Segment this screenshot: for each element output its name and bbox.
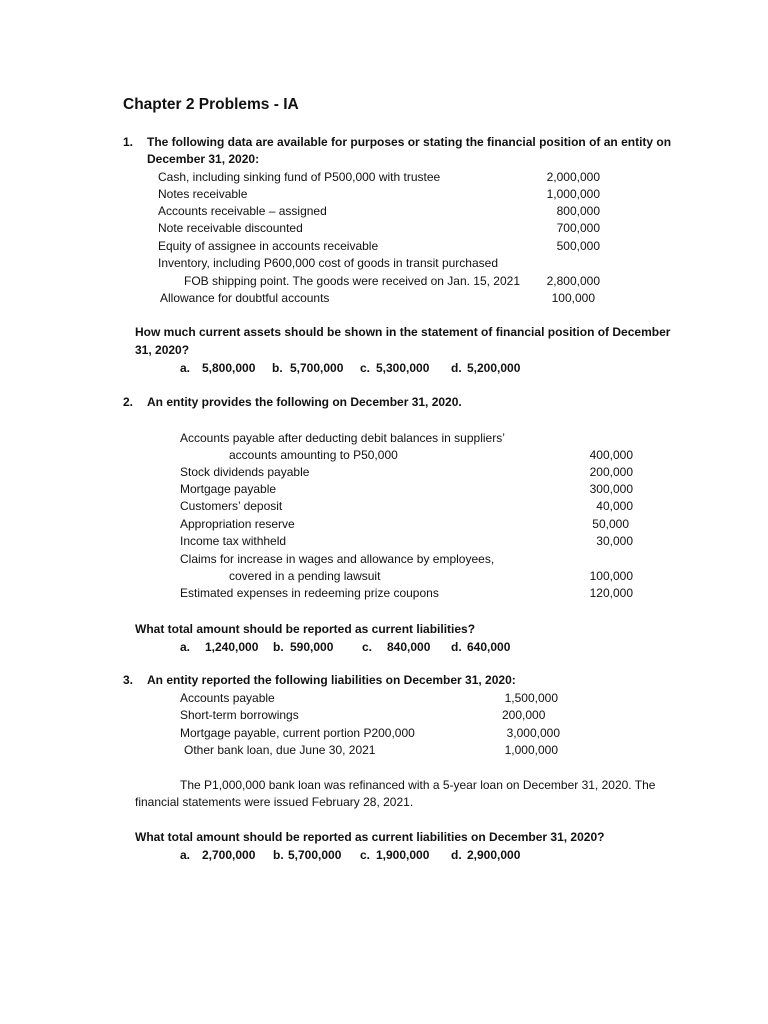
item-label: Note receivable discounted xyxy=(158,221,303,235)
item-amount: 100,000 xyxy=(551,291,595,305)
item-label: Claims for increase in wages and allowance by employees, xyxy=(180,552,495,566)
choice-letter: c. xyxy=(360,361,371,375)
choice-letter: a. xyxy=(180,361,191,375)
choice-letter: a. xyxy=(180,640,191,654)
choice-value: 590,000 xyxy=(290,640,334,654)
choice-letter: d. xyxy=(451,640,462,654)
choice-value: 5,800,000 xyxy=(202,361,256,375)
choice-letter: d. xyxy=(451,848,462,862)
item-label: Accounts payable after deducting debit balances in suppliers’ xyxy=(180,431,505,445)
item-label: Notes receivable xyxy=(158,187,248,201)
item-amount: 700,000 xyxy=(556,221,600,235)
choice-letter: b. xyxy=(273,848,284,862)
problem-intro: An entity provides the following on December 31, 2020. xyxy=(147,395,462,409)
page-title: Chapter 2 Problems - IA xyxy=(123,96,299,113)
item-amount: 500,000 xyxy=(556,239,600,253)
choice-value: 840,000 xyxy=(387,640,431,654)
choice-value: 1,900,000 xyxy=(376,848,430,862)
choice-letter: d. xyxy=(451,361,462,375)
question-text: 31, 2020? xyxy=(135,343,190,357)
item-amount: 100,000 xyxy=(589,569,633,583)
choice-value: 5,300,000 xyxy=(376,361,430,375)
item-amount: 30,000 xyxy=(596,534,633,548)
question-text: What total amount should be reported as current liabilities on December 31, 2020? xyxy=(135,830,605,844)
choice-letter: b. xyxy=(273,640,284,654)
item-amount: 2,800,000 xyxy=(546,274,600,288)
item-amount: 50,000 xyxy=(592,517,629,531)
item-label: Estimated expenses in redeeming prize coupons xyxy=(180,586,439,600)
item-label: Other bank loan, due June 30, 2021 xyxy=(184,743,376,757)
choice-value: 5,200,000 xyxy=(467,361,521,375)
item-amount: 1,000,000 xyxy=(504,743,558,757)
item-label: Mortgage payable xyxy=(180,482,277,496)
note-text: financial statements were issued February 28, 2021. xyxy=(135,795,414,809)
item-amount: 800,000 xyxy=(556,204,600,218)
item-label: Short-term borrowings xyxy=(180,708,299,722)
problem-intro: An entity reported the following liabilities on December 31, 2020: xyxy=(147,673,516,687)
item-label: Appropriation reserve xyxy=(180,517,295,531)
item-label: Accounts receivable – assigned xyxy=(158,204,327,218)
item-amount: 300,000 xyxy=(589,482,633,496)
problem-intro: December 31, 2020: xyxy=(147,152,260,166)
problem-number: 3. xyxy=(123,673,134,687)
item-amount: 400,000 xyxy=(589,448,633,462)
item-label: FOB shipping point. The goods were received on Jan. 15, 2021 xyxy=(184,274,520,288)
choice-value: 1,240,000 xyxy=(205,640,259,654)
choice-letter: b. xyxy=(272,361,283,375)
choice-letter: a. xyxy=(180,848,191,862)
item-label: Cash, including sinking fund of P500,000 with trustee xyxy=(158,170,441,184)
item-amount: 120,000 xyxy=(589,586,633,600)
item-label: Mortgage payable, current portion P200,000 xyxy=(180,726,415,740)
item-label: Allowance for doubtful accounts xyxy=(160,291,330,305)
item-amount: 1,500,000 xyxy=(504,691,558,705)
question-text: What total amount should be reported as current liabilities? xyxy=(135,622,476,636)
choice-letter: c. xyxy=(360,848,371,862)
item-label: Customers’ deposit xyxy=(180,499,283,513)
question-text: How much current assets should be shown in the statement of financial position of December xyxy=(135,325,671,339)
choice-value: 2,700,000 xyxy=(202,848,256,862)
choice-value: 5,700,000 xyxy=(290,361,344,375)
problem-number: 1. xyxy=(123,135,134,149)
choice-value: 2,900,000 xyxy=(467,848,521,862)
problem-intro: The following data are available for purposes or stating the financial position of an entity on xyxy=(147,135,672,149)
item-label: Income tax withheld xyxy=(180,534,287,548)
item-amount: 200,000 xyxy=(502,708,546,722)
note-text: The P1,000,000 bank loan was refinanced with a 5-year loan on December 31, 2020. The xyxy=(180,778,656,792)
item-amount: 40,000 xyxy=(596,499,633,513)
choice-letter: c. xyxy=(362,640,373,654)
item-amount: 2,000,000 xyxy=(546,170,600,184)
choice-value: 5,700,000 xyxy=(288,848,342,862)
item-label: Accounts payable xyxy=(180,691,275,705)
item-amount: 3,000,000 xyxy=(506,726,560,740)
item-label: Inventory, including P600,000 cost of goods in transit purchased xyxy=(158,256,498,270)
item-label: accounts amounting to P50,000 xyxy=(229,448,398,462)
item-label: covered in a pending lawsuit xyxy=(229,569,381,583)
item-label: Stock dividends payable xyxy=(180,465,310,479)
item-amount: 1,000,000 xyxy=(546,187,600,201)
item-amount: 200,000 xyxy=(589,465,633,479)
item-label: Equity of assignee in accounts receivable xyxy=(158,239,379,253)
problem-number: 2. xyxy=(123,395,134,409)
choice-value: 640,000 xyxy=(467,640,511,654)
